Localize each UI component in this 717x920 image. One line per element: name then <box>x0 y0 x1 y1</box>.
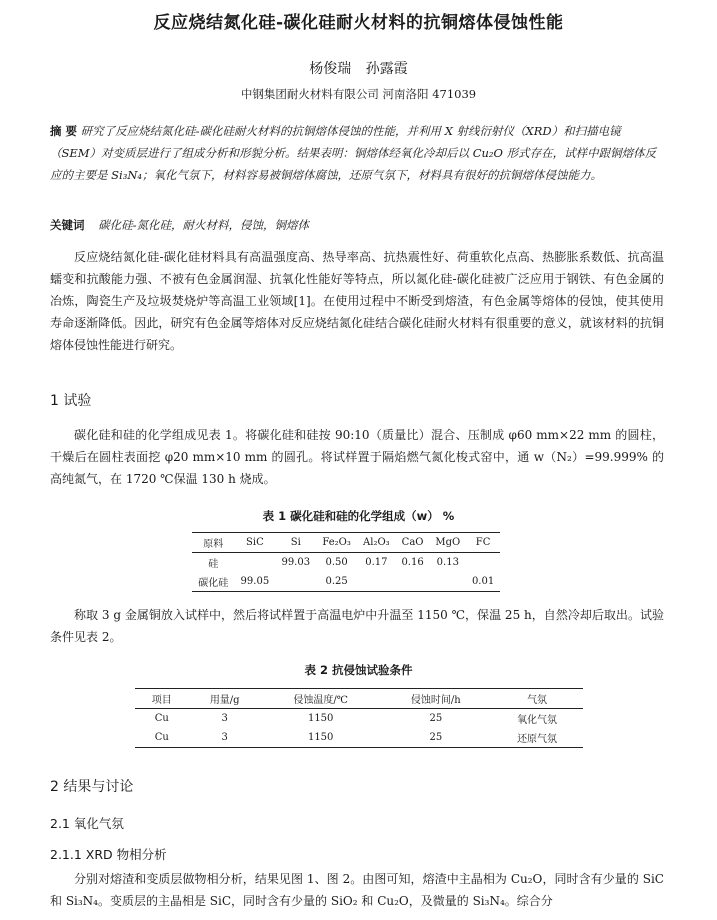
table-row <box>135 728 583 748</box>
section1-paragraph: 碳化硅和硅的化学组成见表 1。将碳化硅和硅按 90:10（质量比）混合、压制成 φ60 mm×22 mm 的圆柱，干燥后在圆柱表面挖 φ20 mm×10 mm 的圆孔。将试样置于隔焰燃气氮化梭式窑中，通 w（N₂）=99.999% 的高纯氮气，在 1720 ℃保温 130 h 烧成。 <box>50 428 664 486</box>
table1-header: MgO <box>435 537 461 548</box>
table-cell: Cu <box>154 713 169 724</box>
table1-header: Fe₂O₃ <box>322 537 351 548</box>
table1-header: 原料 <box>203 539 224 550</box>
table-cell: 3 <box>221 732 228 743</box>
table1-header-row <box>192 533 500 553</box>
table-cell <box>234 553 275 573</box>
abstract <box>50 120 662 186</box>
table1-caption: 表 1 碳化硅和硅的化学组成（w） % <box>262 509 455 523</box>
table-cell: 氧化气氛 <box>517 715 558 726</box>
table1-header: SiC <box>246 537 264 548</box>
table-cell: 0.16 <box>401 557 424 568</box>
table-cell <box>466 553 500 573</box>
table-cell: 0.17 <box>365 557 388 568</box>
authors: 杨俊瑞 孙露霞 <box>309 61 408 77</box>
table-row <box>192 553 500 573</box>
table2-header: 用量/g <box>209 695 240 706</box>
table-row <box>192 572 500 592</box>
xrd-paragraph: 分别对熔渣和变质层做物相分析，结果见图 1、图 2。由图可知，熔渣中主晶相为 Cu₂O，同时含有少量的 SiC 和 Si₃N₄。变质层的主晶相是 SiC，同时含有少量的 SiO₂ 和 Cu₂O，及微量的 Si₃N₄。综合分 <box>50 872 664 908</box>
table2-header: 气氛 <box>527 695 548 706</box>
table-cell: 3 <box>221 713 228 724</box>
keywords <box>50 214 662 236</box>
table-cell: 硅 <box>208 559 219 570</box>
table-cell: 1150 <box>307 713 334 724</box>
table-cell: 0.50 <box>325 557 348 568</box>
table-cell: 99.05 <box>240 576 270 587</box>
table2-header: 项目 <box>151 695 172 706</box>
table1 <box>192 532 500 592</box>
table-cell: 0.01 <box>471 576 495 587</box>
table2-header: 侵蚀温度/℃ <box>293 695 348 706</box>
paper-title: 反应烧结氮化硅-碳化硅耐火材料的抗铜熔体侵蚀性能 <box>153 13 564 33</box>
table1-header: FC <box>475 537 491 548</box>
table-cell: 1150 <box>307 732 334 743</box>
table1-header: Al₂O₃ <box>363 537 390 548</box>
intro-paragraph: 反应烧结氮化硅-碳化硅材料具有高温强度高、热导率高、抗热震性好、荷重软化点高、热膨胀系数低、抗高温蠕变和抗酸能力强、不被有色金属润湿、抗氧化性能好等特点，所以氮化硅-碳化硅被广泛应用于钢铁、有色金属的冶炼，陶瓷生产及垃圾焚烧炉等高温工业领域[1]。在使用过程中不断受到熔渣，有色金属等熔体的侵蚀，使其使用寿命逐渐降低。因此，研究有色金属等熔体对反应烧结氮化硅结合碳化硅耐火材料有很重要的意义，就该材料的抗铜熔体侵蚀性能进行研究。 <box>50 250 664 352</box>
table-cell <box>275 572 316 592</box>
affiliation: 中钢集团耐火材料有限公司 河南洛阳 471039 <box>240 87 477 101</box>
table2 <box>135 688 583 748</box>
section211-heading: 2.1.1 XRD 物相分析 <box>50 847 167 862</box>
keywords-text: 碳化硅-氮化硅，耐火材料，侵蚀，铜熔体 <box>98 218 310 232</box>
table-cell: 0.13 <box>436 557 459 568</box>
table1-header: Si <box>290 537 301 548</box>
section2-heading: 2 结果与讨论 <box>50 779 134 795</box>
section21-heading: 2.1 氧化气氛 <box>50 816 124 831</box>
table2-header: 侵蚀时间/h <box>410 695 461 706</box>
table-cell: Cu <box>154 732 169 743</box>
table-cell: 25 <box>429 713 443 724</box>
table-cell <box>396 572 430 592</box>
table-cell: 还原气氛 <box>517 734 558 745</box>
keywords-label: 关键词 <box>50 218 85 232</box>
table1-header: CaO <box>401 537 424 548</box>
section1-heading: 1 试验 <box>50 393 92 409</box>
table-cell: 0.25 <box>325 576 348 587</box>
table-cell <box>429 572 466 592</box>
table-cell: 碳化硅 <box>198 578 229 589</box>
table-cell: 25 <box>429 732 443 743</box>
table-cell: 99.03 <box>281 557 311 568</box>
test-paragraph: 称取 3 g 金属铜放入试样中，然后将试样置于高温电炉中升温至 1150 ℃，保温 25 h，自然冷却后取出。试验条件见表 2。 <box>50 608 664 644</box>
abstract-text: 研究了反应烧结氮化硅-碳化硅耐火材料的抗铜熔体侵蚀的性能，并利用 X 射线衍射仪（XRD）和扫描电镜（SEM）对变质层进行了组成分析和形貌分析。结果表明：铜熔体经氧化冷却后以 Cu₂O 形式存在，试样中跟铜熔体反应的主要是 Si₃N₄；氧化气氛下，材料容易被铜熔体腐蚀，还原气氛下，材料具有很好的抗铜熔体侵蚀能力。 <box>50 124 657 182</box>
table2-header-row <box>135 689 583 709</box>
table2-caption: 表 2 抗侵蚀试验条件 <box>304 663 413 677</box>
table-cell <box>357 572 396 592</box>
table-row <box>135 709 583 729</box>
abstract-label: 摘 要 <box>50 124 78 138</box>
